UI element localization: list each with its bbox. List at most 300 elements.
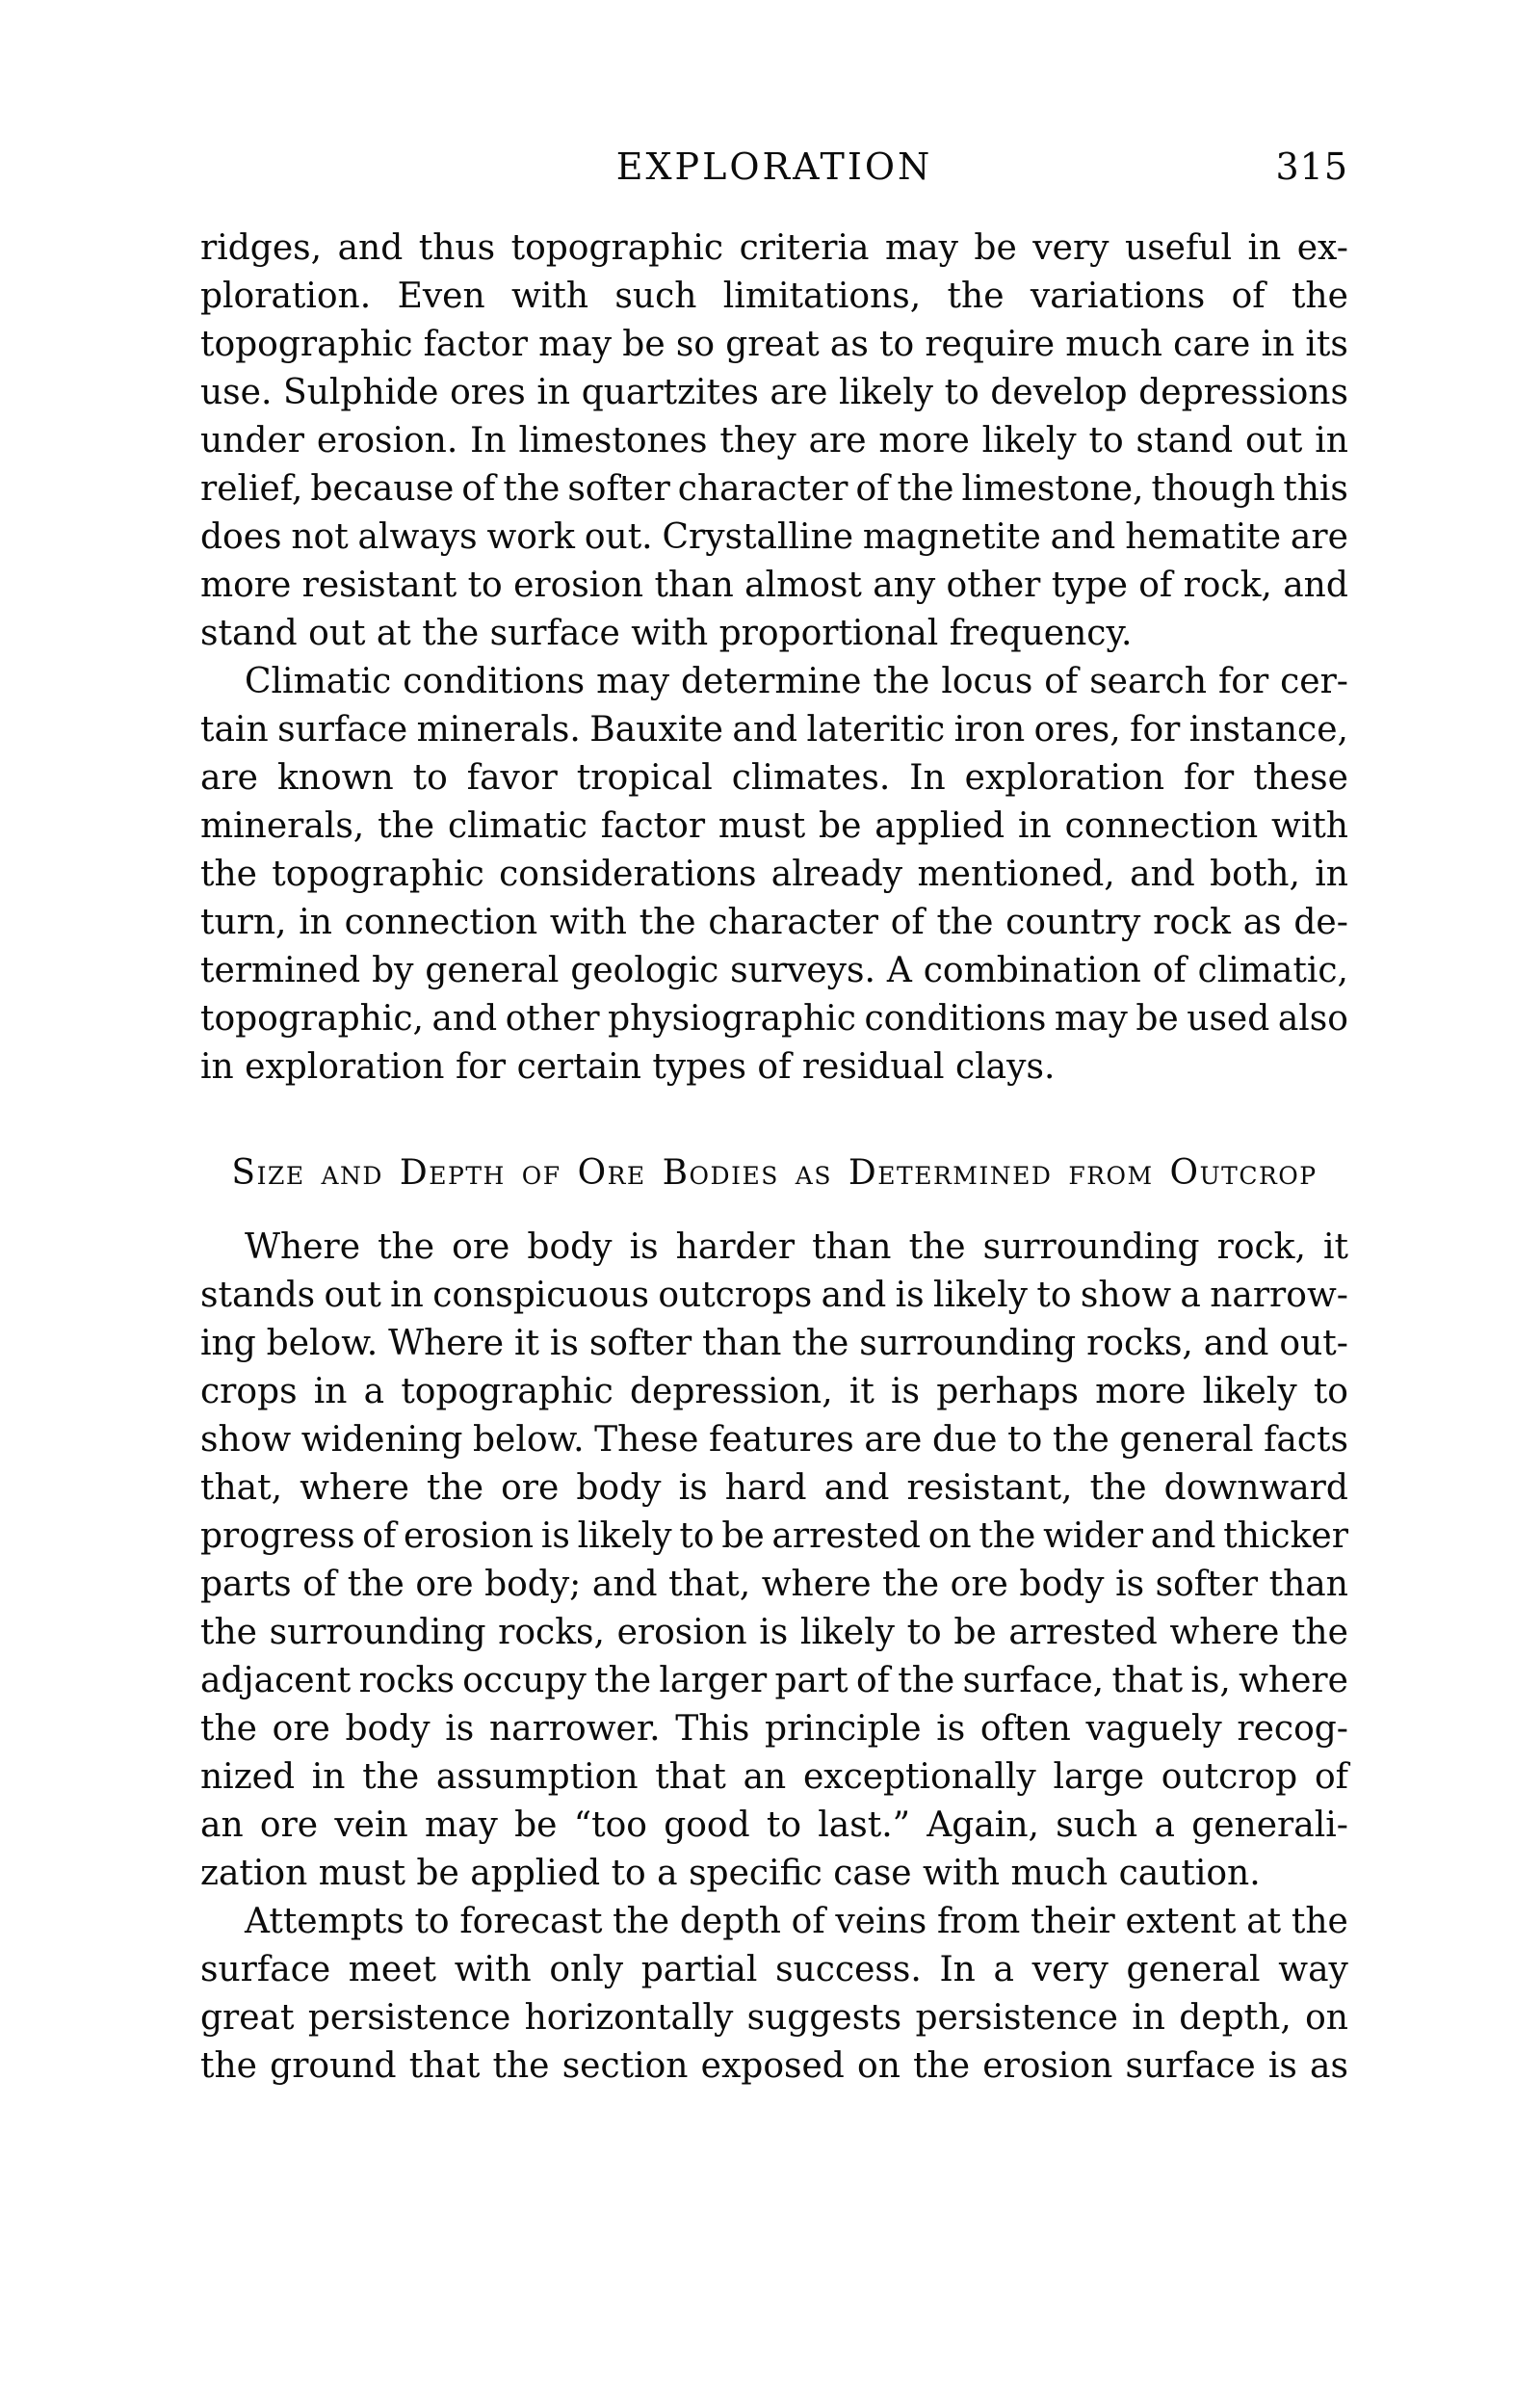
word: require bbox=[925, 325, 1056, 364]
word: softer bbox=[588, 1324, 692, 1363]
word: these bbox=[1253, 758, 1348, 798]
word: ores, bbox=[1033, 710, 1121, 750]
word: erosion. bbox=[316, 421, 458, 461]
word: of bbox=[302, 1565, 337, 1604]
word: likely bbox=[839, 373, 934, 412]
word: are bbox=[864, 1420, 923, 1460]
word: erosion bbox=[982, 2046, 1113, 2086]
text-line bbox=[200, 1464, 1348, 1513]
word: to bbox=[879, 325, 915, 364]
word: though bbox=[1151, 469, 1276, 509]
text-line bbox=[200, 1224, 1348, 1272]
word: rocks, bbox=[1086, 1324, 1193, 1363]
word: be bbox=[514, 1805, 558, 1845]
word: occupy bbox=[462, 1661, 587, 1700]
word: exposed bbox=[700, 2046, 845, 2086]
word: ore bbox=[415, 1565, 474, 1604]
word: be bbox=[953, 1613, 997, 1652]
word: country bbox=[1005, 903, 1141, 942]
word: In bbox=[470, 421, 507, 461]
word: the bbox=[378, 1227, 435, 1267]
word: A bbox=[886, 951, 912, 990]
word: than bbox=[1268, 1565, 1348, 1604]
word: of bbox=[855, 1661, 890, 1700]
word: vaguely bbox=[1085, 1709, 1222, 1749]
word: out bbox=[324, 1276, 381, 1315]
word: care bbox=[1173, 325, 1251, 364]
word: section bbox=[561, 2046, 689, 2086]
word: does bbox=[200, 517, 282, 557]
word: the bbox=[362, 1757, 420, 1797]
word: very bbox=[1032, 228, 1109, 268]
word: nized bbox=[200, 1757, 296, 1797]
text-block-1 bbox=[200, 224, 1348, 1092]
word: is bbox=[549, 1324, 579, 1363]
word: depth bbox=[679, 1902, 781, 1941]
word: the bbox=[1291, 1613, 1348, 1652]
word: to bbox=[467, 566, 503, 605]
word: surrounding bbox=[859, 1324, 1077, 1363]
word: so bbox=[675, 325, 715, 364]
word: ploration. bbox=[200, 276, 372, 316]
word: limestones bbox=[518, 421, 708, 461]
word: erosion bbox=[616, 1613, 747, 1652]
word: surface bbox=[277, 710, 408, 750]
word: topographic bbox=[200, 325, 413, 364]
word: ground bbox=[270, 2046, 397, 2086]
word: of bbox=[791, 1902, 825, 1941]
page-number: 315 bbox=[1275, 145, 1348, 188]
word: likely bbox=[981, 421, 1077, 461]
word: stands bbox=[200, 1276, 316, 1315]
word: and bbox=[431, 999, 498, 1039]
word: be bbox=[1135, 999, 1179, 1039]
word: to bbox=[1313, 1372, 1348, 1411]
word: they bbox=[719, 421, 796, 461]
word: conditions bbox=[403, 662, 586, 701]
text-line bbox=[200, 2042, 1348, 2091]
word: because bbox=[310, 469, 455, 509]
word: geologic bbox=[570, 951, 719, 990]
word: general bbox=[425, 951, 560, 990]
word: partial bbox=[640, 1950, 758, 1989]
word: in bbox=[1261, 325, 1295, 364]
word: for bbox=[1184, 758, 1235, 798]
word: exceptionally bbox=[802, 1757, 1036, 1797]
word: than bbox=[702, 1324, 782, 1363]
word: from bbox=[936, 1902, 1021, 1941]
text-line bbox=[200, 1320, 1348, 1368]
word: of bbox=[461, 469, 496, 509]
word: cer- bbox=[1280, 662, 1348, 701]
word: and bbox=[732, 710, 798, 750]
word: relief, bbox=[200, 469, 303, 509]
word: and bbox=[1050, 517, 1116, 557]
word: with bbox=[1270, 806, 1348, 846]
word: narrow- bbox=[1210, 1276, 1348, 1315]
word: ore bbox=[452, 1227, 510, 1267]
word: as bbox=[1242, 903, 1282, 942]
word: ridges, bbox=[200, 228, 323, 268]
text-line: zation must be applied to a specific case with much caution. bbox=[200, 1854, 1261, 1893]
word: to bbox=[414, 1902, 450, 1941]
word: are bbox=[1290, 517, 1348, 557]
word: is bbox=[1267, 2046, 1297, 2086]
word: is bbox=[1115, 1565, 1145, 1604]
word: by bbox=[372, 951, 414, 990]
word: climates. bbox=[731, 758, 891, 798]
word: in bbox=[313, 1372, 348, 1411]
word: In bbox=[909, 758, 946, 798]
word: progress bbox=[200, 1516, 355, 1556]
word: an bbox=[200, 1805, 244, 1845]
word: the bbox=[1291, 1902, 1348, 1941]
word: Crystalline bbox=[662, 517, 854, 557]
word: widening bbox=[300, 1420, 463, 1460]
text-line bbox=[200, 803, 1348, 851]
word: show bbox=[1080, 1276, 1172, 1315]
word: and bbox=[591, 1565, 658, 1604]
word: with bbox=[511, 276, 589, 316]
word: locus bbox=[941, 662, 1033, 701]
word: Where bbox=[245, 1227, 361, 1267]
word: surrounding bbox=[982, 1227, 1200, 1267]
word: the bbox=[1291, 276, 1348, 316]
text-line bbox=[200, 417, 1348, 465]
word: exploration bbox=[964, 758, 1165, 798]
word: this bbox=[1283, 469, 1348, 509]
word: develop bbox=[990, 373, 1128, 412]
word: in bbox=[1132, 1998, 1165, 2038]
word: on bbox=[857, 2046, 901, 2086]
word: body bbox=[1019, 1565, 1105, 1604]
text-line bbox=[200, 513, 1348, 562]
text-line bbox=[200, 1272, 1348, 1320]
word: in bbox=[390, 1276, 424, 1315]
word: of bbox=[362, 1516, 397, 1556]
word: harder bbox=[675, 1227, 796, 1267]
word: also bbox=[1277, 999, 1348, 1039]
text-line bbox=[200, 1561, 1348, 1609]
word: depression, bbox=[629, 1372, 833, 1411]
word: in bbox=[536, 373, 571, 412]
word: of bbox=[1152, 951, 1187, 990]
word: resistant, bbox=[906, 1468, 1073, 1508]
text-line bbox=[200, 273, 1348, 321]
word: outcrop bbox=[1161, 1757, 1298, 1797]
text-line bbox=[200, 706, 1348, 754]
word: both, bbox=[1210, 855, 1300, 894]
word: the bbox=[936, 903, 994, 942]
word: lateritic bbox=[806, 710, 946, 750]
word: iron bbox=[953, 710, 1026, 750]
word: ex- bbox=[1296, 228, 1348, 268]
word: These bbox=[594, 1420, 699, 1460]
word: to bbox=[679, 1516, 715, 1556]
text-line bbox=[200, 1994, 1348, 2042]
word: and bbox=[1203, 1324, 1269, 1363]
word: downward bbox=[1163, 1468, 1348, 1508]
running-header-title: EXPLORATION bbox=[615, 145, 933, 188]
word: search bbox=[1089, 662, 1208, 701]
word: is bbox=[629, 1227, 659, 1267]
word: in bbox=[311, 1757, 346, 1797]
word: body bbox=[576, 1468, 662, 1508]
word: such bbox=[614, 276, 697, 316]
word: ore bbox=[950, 1565, 1008, 1604]
word: may bbox=[538, 325, 613, 364]
word: to bbox=[1007, 1420, 1043, 1460]
word: horizontally bbox=[524, 1998, 734, 2038]
word: wider bbox=[1043, 1516, 1143, 1556]
word: the bbox=[503, 469, 561, 509]
word: of bbox=[1044, 662, 1079, 701]
word: type bbox=[1051, 566, 1128, 605]
word: it bbox=[1323, 1227, 1348, 1267]
word: way bbox=[1278, 1950, 1348, 1989]
word: under bbox=[200, 421, 304, 461]
word: physiographic bbox=[608, 999, 856, 1039]
word: last.” bbox=[818, 1805, 911, 1845]
word: be bbox=[622, 325, 666, 364]
text-line bbox=[200, 1416, 1348, 1464]
word: resistant bbox=[301, 566, 457, 605]
word: the bbox=[378, 806, 435, 846]
word: character bbox=[677, 469, 848, 509]
word: persistence bbox=[307, 1998, 511, 2038]
word: assumption bbox=[435, 1757, 639, 1797]
text-line bbox=[200, 1513, 1348, 1561]
word: not bbox=[291, 517, 349, 557]
word: than bbox=[812, 1227, 892, 1267]
word: a bbox=[1180, 1276, 1201, 1315]
word: and bbox=[821, 1276, 887, 1315]
word: ore bbox=[501, 1468, 560, 1508]
word: minerals. bbox=[416, 710, 581, 750]
word: that bbox=[655, 1757, 726, 1797]
word: thus bbox=[418, 228, 496, 268]
word: of bbox=[1231, 276, 1266, 316]
word: to bbox=[906, 1613, 942, 1652]
word: veins bbox=[835, 1902, 927, 1941]
word: parts bbox=[200, 1565, 292, 1604]
word: the bbox=[898, 1661, 955, 1700]
word: great bbox=[200, 1998, 295, 2038]
word: good bbox=[664, 1805, 750, 1845]
word: narrower. bbox=[488, 1709, 661, 1749]
word: in bbox=[1315, 855, 1348, 894]
word: known bbox=[276, 758, 394, 798]
word: of bbox=[890, 903, 925, 942]
word: the bbox=[792, 1324, 849, 1363]
word: general bbox=[1119, 1420, 1254, 1460]
word: may bbox=[1054, 999, 1128, 1039]
word: In bbox=[939, 1950, 976, 1989]
word: rock, bbox=[1183, 566, 1272, 605]
word: magnetite bbox=[862, 517, 1041, 557]
word: and bbox=[823, 1468, 890, 1508]
word: erosion bbox=[513, 566, 644, 605]
word: rock bbox=[1153, 903, 1231, 942]
word: extent bbox=[1125, 1902, 1237, 1941]
word: to bbox=[944, 373, 979, 412]
word: arrested bbox=[771, 1516, 921, 1556]
word: conspicuous bbox=[432, 1276, 649, 1315]
word: quartzites bbox=[581, 373, 759, 412]
word: a bbox=[1154, 1805, 1175, 1845]
word: of bbox=[1138, 566, 1173, 605]
word: the bbox=[1052, 1420, 1109, 1460]
text-line bbox=[200, 321, 1348, 369]
word: is bbox=[936, 1709, 966, 1749]
word: variations bbox=[1030, 276, 1206, 316]
word: any bbox=[873, 566, 936, 605]
word: surface bbox=[200, 1950, 331, 1989]
word: Where bbox=[388, 1324, 505, 1363]
text-line bbox=[200, 224, 1348, 273]
word: more bbox=[1095, 1372, 1187, 1411]
word: be bbox=[819, 806, 862, 846]
word: climatic, bbox=[1197, 951, 1348, 990]
word: their bbox=[1031, 1902, 1115, 1941]
word: connection bbox=[1064, 806, 1259, 846]
word: may bbox=[884, 228, 958, 268]
word: depressions bbox=[1138, 373, 1348, 412]
word: where bbox=[1239, 1661, 1348, 1700]
word: likely bbox=[933, 1276, 1028, 1315]
word: rocks bbox=[358, 1661, 455, 1700]
word: that, bbox=[200, 1468, 283, 1508]
word: rocks, bbox=[498, 1613, 605, 1652]
word: softer bbox=[1155, 1565, 1259, 1604]
word: forecast bbox=[459, 1902, 603, 1941]
word: combination bbox=[923, 951, 1141, 990]
word: other bbox=[505, 999, 600, 1039]
section-heading: Size and Depth of Ore Bodies as Determined from Outcrop bbox=[231, 1153, 1318, 1193]
text-line bbox=[200, 562, 1348, 610]
word: larger bbox=[659, 1661, 768, 1700]
text-line bbox=[200, 1705, 1348, 1753]
word: and bbox=[337, 228, 404, 268]
word: de- bbox=[1293, 903, 1348, 942]
word: vein bbox=[334, 1805, 408, 1845]
word: for bbox=[1130, 710, 1181, 750]
word: below. bbox=[266, 1324, 378, 1363]
word: great bbox=[725, 325, 820, 364]
word: such bbox=[1056, 1805, 1138, 1845]
word: an bbox=[743, 1757, 787, 1797]
word: determine bbox=[680, 662, 862, 701]
word: criteria bbox=[739, 228, 870, 268]
word: in bbox=[299, 903, 332, 942]
word: surrounding bbox=[269, 1613, 486, 1652]
word: Bauxite bbox=[589, 710, 723, 750]
text-line bbox=[200, 1753, 1348, 1802]
word: with bbox=[549, 903, 627, 942]
word: is bbox=[759, 1613, 789, 1652]
word: out. bbox=[584, 517, 653, 557]
word: the bbox=[979, 1516, 1036, 1556]
word: depth, bbox=[1179, 1998, 1292, 2038]
word: to bbox=[1088, 421, 1124, 461]
word: that bbox=[408, 2046, 481, 2086]
word: in bbox=[1247, 228, 1282, 268]
word: thicker bbox=[1223, 1516, 1348, 1556]
word: limitations, bbox=[722, 276, 922, 316]
word: limestone, bbox=[961, 469, 1144, 509]
word: more bbox=[878, 421, 970, 461]
word: of bbox=[1314, 1757, 1348, 1797]
word: and bbox=[1150, 1516, 1216, 1556]
word: the bbox=[200, 1709, 257, 1749]
word: as bbox=[1310, 2046, 1348, 2086]
word: the bbox=[613, 1902, 670, 1941]
word: rock, bbox=[1216, 1227, 1306, 1267]
word: the bbox=[913, 2046, 971, 2086]
word: surface bbox=[1125, 2046, 1256, 2086]
text-line bbox=[200, 1368, 1348, 1416]
word: must bbox=[718, 806, 806, 846]
word: connection bbox=[344, 903, 538, 942]
word: may bbox=[424, 1805, 498, 1845]
word: due bbox=[931, 1420, 998, 1460]
word: meet bbox=[348, 1950, 437, 1989]
word: climatic bbox=[447, 806, 587, 846]
word: conditions bbox=[864, 999, 1047, 1039]
word: to bbox=[1036, 1276, 1072, 1315]
word: the bbox=[347, 1565, 405, 1604]
word: likely bbox=[1202, 1372, 1297, 1411]
word: more bbox=[200, 566, 292, 605]
word: tain bbox=[200, 710, 269, 750]
word: adjacent bbox=[200, 1661, 352, 1700]
word: with bbox=[454, 1950, 532, 1989]
word: on bbox=[927, 1516, 972, 1556]
word: the bbox=[908, 1227, 966, 1267]
word: termined bbox=[200, 951, 361, 990]
word: a bbox=[993, 1950, 1014, 1989]
word: body bbox=[527, 1227, 613, 1267]
word: facts bbox=[1264, 1420, 1348, 1460]
word: to bbox=[412, 758, 448, 798]
word: generali- bbox=[1191, 1805, 1348, 1845]
word: body bbox=[345, 1709, 431, 1749]
text-line bbox=[200, 369, 1348, 417]
word: the bbox=[1089, 1468, 1147, 1508]
word: ores bbox=[450, 373, 526, 412]
word: and bbox=[1130, 855, 1195, 894]
word: surveys. bbox=[730, 951, 875, 990]
word: may bbox=[596, 662, 670, 701]
word: its bbox=[1305, 325, 1348, 364]
word: are bbox=[200, 758, 258, 798]
word: the bbox=[200, 2046, 257, 2086]
word: success. bbox=[775, 1950, 922, 1989]
word: be bbox=[974, 228, 1017, 268]
word: Again, bbox=[927, 1805, 1039, 1845]
word: “too bbox=[573, 1805, 647, 1845]
word: it bbox=[848, 1372, 874, 1411]
word: hematite bbox=[1125, 517, 1282, 557]
word: hard bbox=[724, 1468, 807, 1508]
word: it bbox=[514, 1324, 539, 1363]
text-block-2 bbox=[200, 1224, 1348, 2091]
word: use. bbox=[200, 373, 273, 412]
word: the bbox=[882, 1565, 940, 1604]
word: almost bbox=[744, 566, 862, 605]
word: perhaps bbox=[936, 1372, 1079, 1411]
word: arrested bbox=[1008, 1613, 1158, 1652]
